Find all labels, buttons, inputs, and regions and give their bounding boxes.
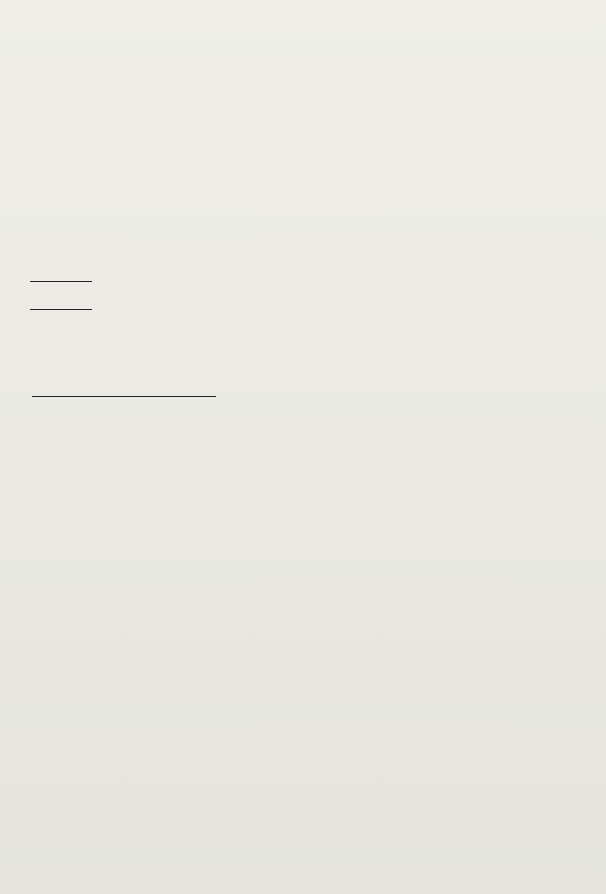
timeline-blank-2[interactable] [124,382,216,397]
answer-person-two-blank[interactable] [30,295,92,310]
answer-person-two [30,295,92,316]
long-march-timeline [32,382,216,403]
answer-person-one [30,267,92,288]
timeline-blank-1[interactable] [32,382,124,397]
answer-person-one-blank[interactable] [30,267,92,282]
